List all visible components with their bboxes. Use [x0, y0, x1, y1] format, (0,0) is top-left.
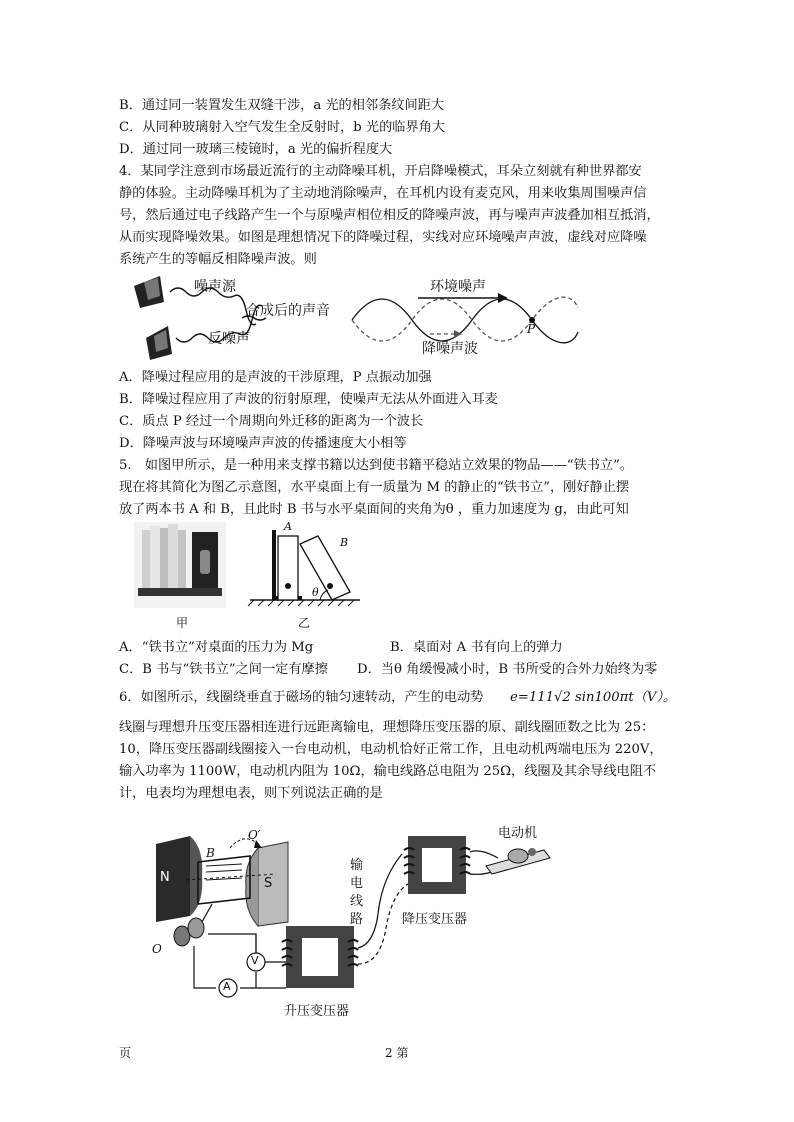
- q4-option-c: C．质点 P 经过一个周期向外迁移的距离为一个波长: [119, 414, 424, 429]
- q4-stem-line-4: 从而实现降噪效果。如图是理想情况下的降噪过程，实线对应环境噪声声波，虚线对应降噪: [119, 230, 647, 245]
- q5-stem-line-1: 5. 如图甲所示，是一种用来支撑书籍以达到使书籍平稳站立效果的物品——“铁书立”。: [119, 458, 634, 473]
- theta-label: θ: [312, 586, 319, 599]
- q4-stem-line-3: 号，然后通过电子线路产生一个与原噪声相位相反的降噪声波，再与噪声声波叠加相互抵消，: [119, 208, 660, 223]
- q5-option-b: B．桌面对 A 书有向上的弹力: [390, 640, 563, 655]
- bookend-diagram: [244, 522, 366, 608]
- line-label-2: 电: [350, 876, 364, 891]
- q6-stem-line-2: 10，降压变压器副线圈接入一台电动机，电动机恰好正常工作，且电动机两端电压为 220V，: [119, 742, 663, 757]
- noise-source-label: 噪声源: [194, 279, 236, 295]
- fig-jia-label: 甲: [176, 616, 189, 630]
- q6-stem-line-1: 线圈与理想升压变压器相连进行远距离输电，理想降压变压器的原、副线圈匝数之比为 25：: [119, 720, 655, 735]
- q4-option-a: A．降噪过程应用的是声波的干涉原理，P 点振动加强: [119, 370, 432, 385]
- q4-option-b: B．降噪过程应用了声波的衍射原理，使噪声无法从外面进入耳麦: [119, 392, 498, 407]
- voltmeter-label: V: [251, 954, 259, 967]
- magnet-n-label: N: [160, 870, 170, 885]
- reduce-wave-label: 降噪声波: [422, 341, 478, 357]
- q6-stem-first: 6．如图所示，线圈绕垂直于磁场的轴匀速转动，产生的电动势: [119, 690, 484, 705]
- line-label-3: 线: [350, 894, 364, 909]
- anti-noise-label: 反噪声: [208, 331, 250, 347]
- q4-stem-line-1: 4．某同学注意到市场最近流行的主动降噪耳机，开启降噪模式，耳朵立刻就有种世界都安: [119, 164, 642, 179]
- q6-stem-line-4: 计，电表均为理想电表，则下列说法正确的是: [119, 786, 383, 801]
- q3-option-d: D．通过同一玻璃三棱镜时，a 光的偏折程度大: [119, 142, 393, 157]
- q5-option-c: C．B 书与“铁书立”之间一定有摩擦: [119, 662, 328, 677]
- book-a-label: A: [284, 520, 292, 533]
- axis-o-label: O: [152, 942, 162, 956]
- line-label-1: 输: [350, 858, 364, 873]
- noise-cancel-figure: [130, 272, 590, 364]
- footer-page-number: 2 第: [385, 1046, 409, 1060]
- motor-label: 电动机: [498, 826, 538, 841]
- step-down-label: 降压变压器: [402, 912, 468, 927]
- field-b-label: B: [206, 846, 215, 860]
- footer-left: 页: [119, 1046, 132, 1060]
- q4-stem-line-5: 系统产生的等幅反相降噪声波。则: [119, 252, 317, 267]
- q5-stem-line-3: 放了两本书 A 和 B，且此时 B 书与水平桌面间的夹角为θ ，重力加速度为 g，由此可知: [119, 502, 629, 517]
- magnet-s-label: S: [264, 876, 273, 891]
- q3-option-c: C．从同种玻璃射入空气发生全反射时，b 光的临界角大: [119, 120, 446, 135]
- q5-option-d: D．当θ 角缓慢减小时，B 书所受的合外力始终为零: [357, 662, 658, 677]
- q4-option-d: D．降噪声波与环境噪声声波的传播速度大小相等: [119, 436, 407, 451]
- combined-sound-label: 合成后的声音: [246, 303, 330, 319]
- line-label-4: 路: [350, 912, 364, 927]
- book-b-label: B: [340, 536, 349, 549]
- q4-stem-line-2: 静的体验。主动降噪耳机为了主动地消除噪声，在耳机内设有麦克风，用来收集周围噪声信: [119, 186, 647, 201]
- axis-o-prime-label: O′: [248, 828, 261, 842]
- point-p-label: P: [527, 322, 536, 336]
- q5-option-a: A．“铁书立”对桌面的压力为 Mg: [119, 640, 314, 655]
- ammeter-label: A: [223, 980, 231, 993]
- q5-stem-line-2: 现在将其简化为图乙示意图，水平桌面上有一质量为 M 的静止的“铁书立”，刚好静止摆: [119, 480, 630, 495]
- q6-formula: e=111√2 sin100πt（V）。: [510, 690, 677, 705]
- q3-option-b: B．通过同一装置发生双缝干涉，a 光的相邻条纹间距大: [119, 98, 445, 113]
- fig-yi-label: 乙: [298, 616, 311, 630]
- step-up-label: 升压变压器: [284, 1004, 350, 1019]
- env-noise-label: 环境噪声: [430, 279, 486, 295]
- transmission-diagram: [146, 818, 566, 1024]
- bookend-photo: [134, 522, 226, 608]
- q6-stem-line-3: 输入功率为 1100W，电动机内阻为 10Ω，输电线路总电阻为 25Ω，线圈及其余导线电阻不: [119, 764, 657, 779]
